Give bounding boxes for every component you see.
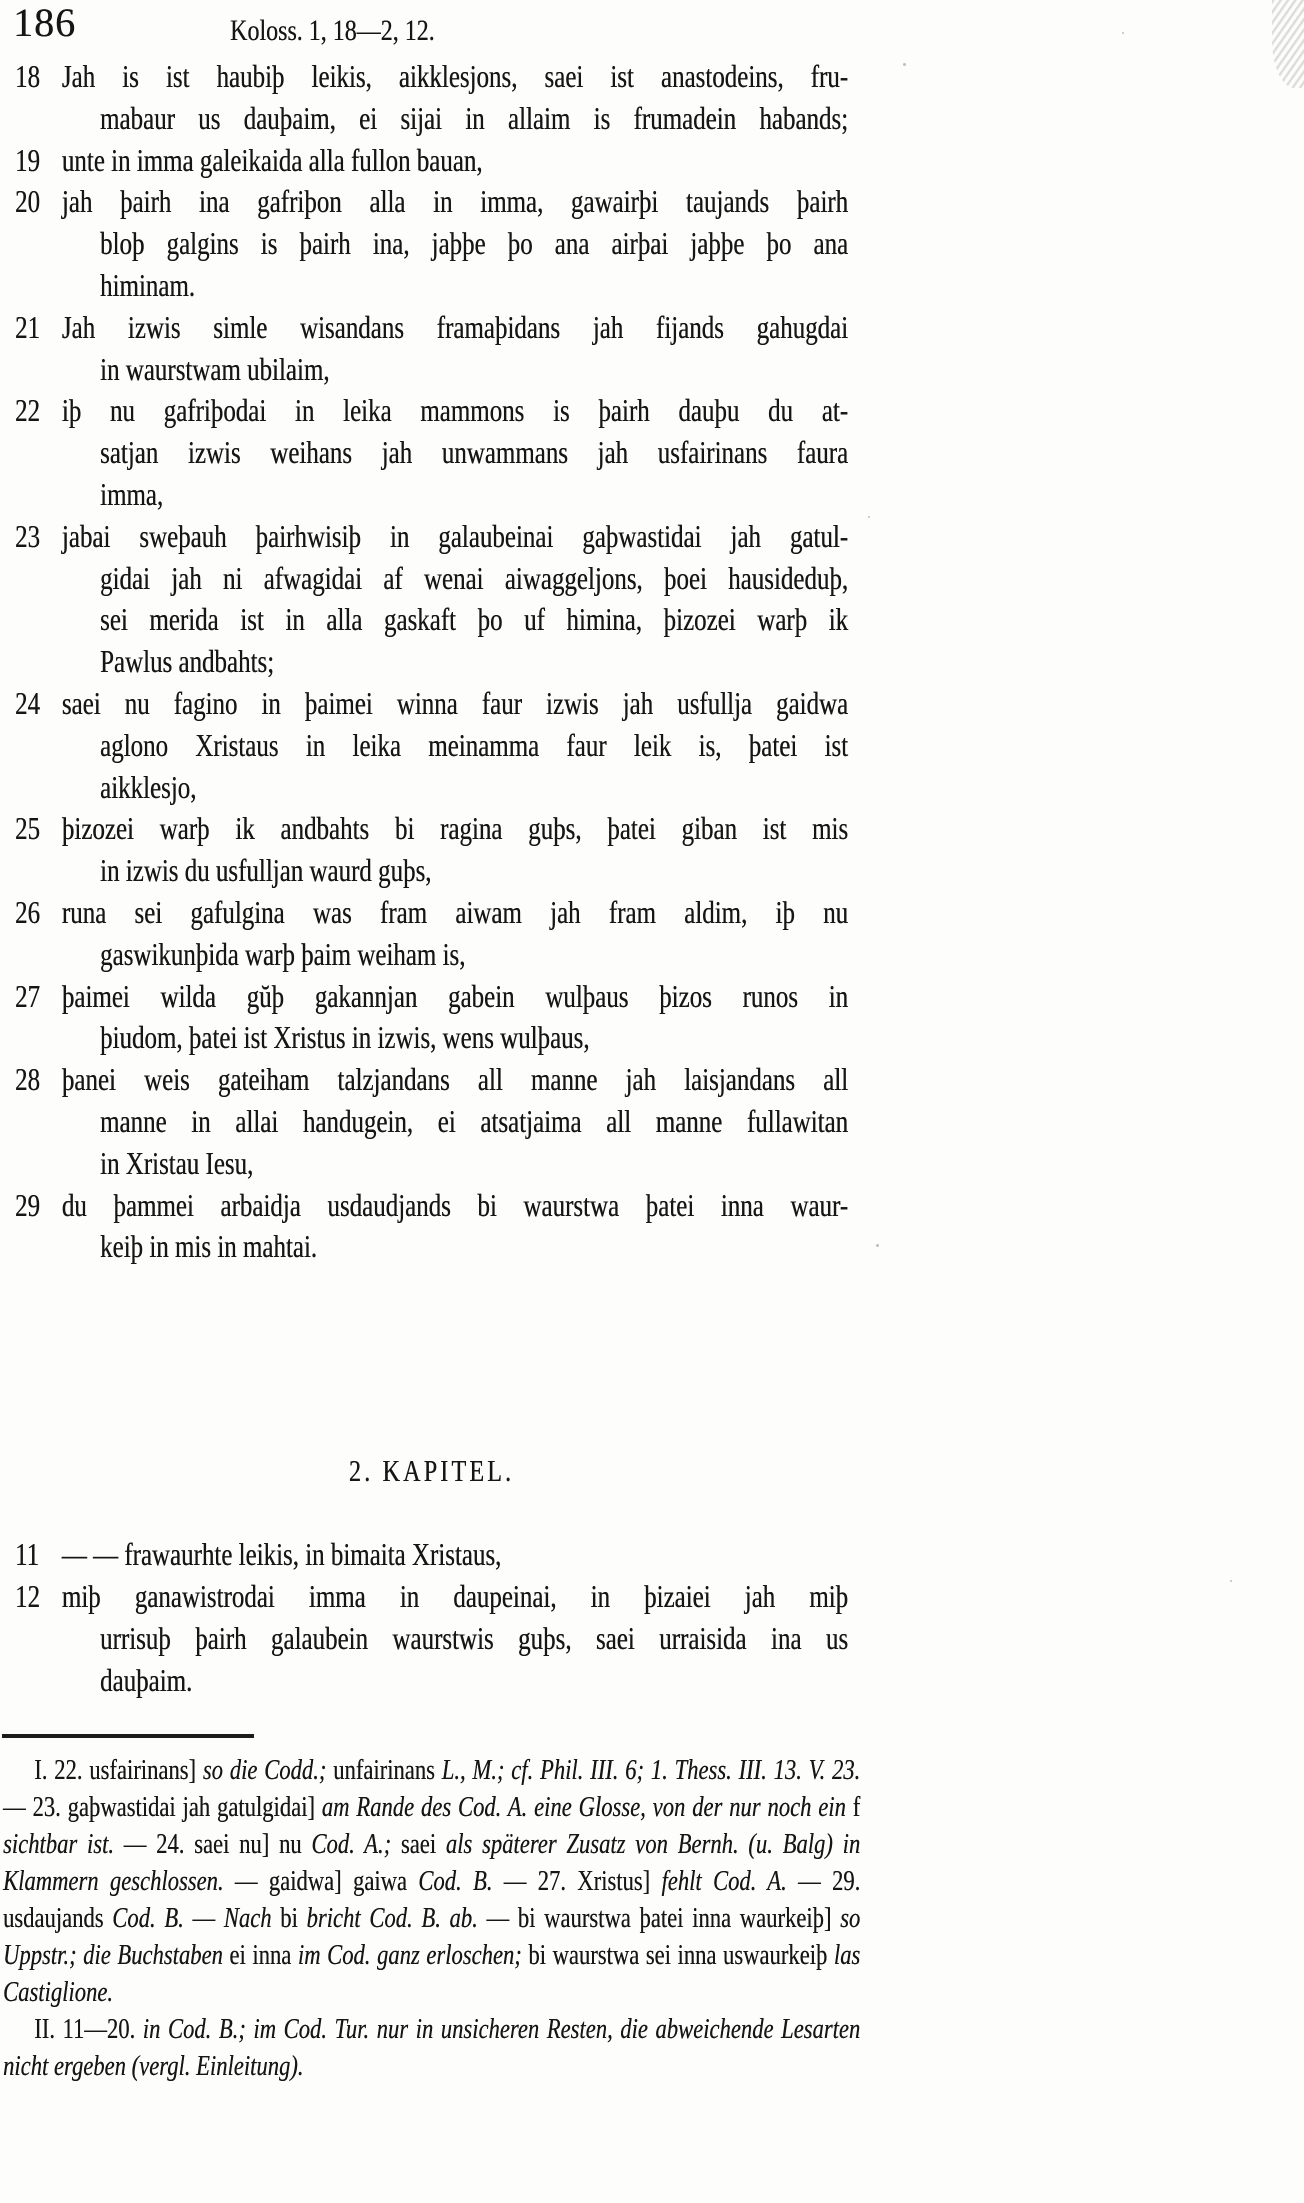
verse-number: 25 (15, 810, 40, 847)
verse-line: þaimei wilda gŭþ gakannjan gabein wulþaus þizos runos in (61, 977, 849, 1014)
verse-line: mabaur us dauþaim, ei sijai in allaim is frumadein habands; (100, 99, 849, 136)
verse-line: þizozei warþ ik andbahts bi ragina guþs, þatei giban ist mis (61, 810, 849, 847)
ch1-verse-21 (15, 307, 848, 391)
verse-line: sei merida ist in alla gaskaft þo uf himina, þizozei warþ ik (100, 601, 849, 638)
verse-line: du þammei arbaidja usdaudjands bi waurstwa þatei inna waur- (61, 1186, 849, 1223)
verse-number: 11 (15, 1536, 40, 1573)
ch1-verse-26 (15, 892, 848, 976)
verse-line: aglono Xristaus in leika meinamma faur leik is, þatei ist (100, 726, 849, 763)
apparatus-comment: L., M.; cf. Phil. III. 6; 1. Thess. III. 13. V. 23. (441, 1754, 861, 1786)
verse-line: himinam. (100, 266, 195, 303)
footnote-separator-rule (2, 1734, 254, 1738)
apparatus-lemma: f (852, 1791, 861, 1823)
verse-number: 29 (15, 1186, 40, 1223)
verse-line: Jah is ist haubiþ leikis, aikklesjons, saei ist anastodeins, fru- (61, 58, 849, 94)
verse-line: gaswikunþida warþ þaim weiham is, (100, 935, 466, 972)
apparatus-lemma: — 23. gaþwastidai jah gatulgidai] (3, 1791, 322, 1823)
scan-speck (1230, 1580, 1232, 1582)
footnote-paragraph-2 (3, 2011, 860, 2085)
verse-line: bloþ galgins is þairh ina, jaþþe þo ana airþai jaþþe þo ana (100, 225, 849, 262)
apparatus-lemma: — 27. Xristus] (492, 1865, 662, 1897)
verse-line: iþ nu gafriþodai in leika mammons is þairh dauþu du at- (61, 392, 849, 429)
apparatus-comment: in Cod. B.; im Cod. Tur. nur in unsicheren Resten, die abweichende Lesarten nicht ergeben (vergl. Einleitung). (3, 2013, 861, 2082)
apparatus-comment: Cod. A.; (311, 1828, 392, 1860)
apparatus-lemma: bi (280, 1902, 307, 1934)
verse-number: 26 (15, 893, 40, 930)
verse-line: gidai jah ni afwagidai af wenai aiwaggeljons, þoei hausideduþ, (100, 559, 849, 596)
scan-speck (903, 63, 906, 66)
verse-line: Pawlus andbahts; (100, 643, 275, 680)
verse-line: dauþaim. (100, 1661, 193, 1698)
apparatus-lemma: unfairinans (326, 1754, 442, 1786)
apparatus-lemma: ei inna (229, 1939, 298, 1971)
verse-line: þanei weis gateiham talzjandans all manne jah laisjandans all (61, 1061, 849, 1098)
apparatus-lemma: — 29. usdaujands (3, 1865, 861, 1934)
apparatus-comment: Nach (223, 1902, 281, 1934)
verse-line: jah þairh ina gafriþon alla in imma, gawairþi taujands þairh (61, 183, 849, 220)
critical-apparatus (3, 1752, 860, 2085)
apparatus-comment: als späterer Zusatz von Bernh. (u. Balg) in Klammern geschlossen. (3, 1828, 861, 1897)
ch1-verse-23 (15, 516, 848, 683)
apparatus-comment: fehlt Cod. A. (661, 1865, 787, 1897)
ch1-verse-29 (15, 1185, 848, 1269)
apparatus-lemma: — bi waurstwa þatei inna waurkeiþ] (477, 1902, 841, 1934)
apparatus-lemma: I. 22. usfairinans] (34, 1754, 203, 1786)
scan-speck (868, 516, 870, 518)
verse-line: imma, (100, 475, 164, 512)
chapter2-heading: 2. KAPITEL. (348, 1453, 515, 1489)
apparatus-comment: so die Codd.; (202, 1754, 327, 1786)
scan-speck (876, 1244, 879, 1247)
ch1-verse-28 (15, 1059, 848, 1184)
page-number: 186 (13, 0, 76, 45)
apparatus-comment: bricht Cod. B. ab. (306, 1902, 478, 1934)
verse-number: 22 (15, 392, 40, 429)
apparatus-comment: so Uppstr.; die Buchstaben (3, 1902, 861, 1971)
verse-line: jabai sweþauh þairhwisiþ in galaubeinai gaþwastidai jah gatul- (61, 517, 849, 554)
verse-number: 24 (15, 684, 40, 721)
verse-line: aikklesjo, (100, 768, 197, 805)
verse-line: satjan izwis weihans jah unwammans jah usfairinans faura (100, 434, 849, 471)
verse-line: saei nu fagino in þaimei winna faur izwis jah usfullja gaidwa (61, 684, 849, 721)
ch1-verse-25 (15, 808, 848, 892)
ch2-verse-11 (15, 1534, 848, 1576)
ch1-verse-18 (15, 56, 848, 140)
apparatus-lemma: — 24. saei nu] nu (113, 1828, 312, 1860)
apparatus-comment: im Cod. ganz erloschen; (297, 1939, 522, 1971)
apparatus-lemma: bi waurstwa sei inna uswaurkeiþ (521, 1939, 834, 1971)
apparatus-comment: Cod. B. (112, 1902, 184, 1934)
apparatus-comment: sichtbar ist. (3, 1828, 114, 1860)
footnote-paragraph-1 (3, 1752, 860, 2011)
ch1-verse-27 (15, 976, 848, 1060)
verse-line: in izwis du usfulljan waurd guþs, (100, 852, 432, 889)
verse-number: 21 (15, 308, 40, 345)
ch1-verse-19 (15, 140, 848, 182)
apparatus-lemma: II. 11—20. (34, 2013, 143, 2045)
verse-line: unte in imma galeikaida alla fullon bauan, (61, 141, 483, 178)
verse-number: 27 (15, 977, 40, 1014)
ch2-verse-12 (15, 1576, 848, 1701)
verse-number: 18 (15, 58, 40, 94)
verse-line: runa sei gafulgina was fram aiwam jah fram aldim, iþ nu (61, 893, 849, 930)
verse-line: in waurstwam ubilaim, (100, 350, 330, 387)
apparatus-comment: Cod. B. (418, 1865, 493, 1897)
verse-number: 28 (15, 1061, 40, 1098)
ch1-verse-22 (15, 390, 848, 515)
verse-line: urrisuþ þairh galaubein waurstwis guþs, saei urraisida ina us (100, 1619, 849, 1656)
verse-number: 19 (15, 141, 40, 178)
verse-line: miþ ganawistrodai imma in daupeinai, in þizaiei jah miþ (61, 1577, 849, 1614)
chapter1-verses (15, 56, 848, 1268)
verse-line: þiudom, þatei ist Xristus in izwis, wens wulþaus, (100, 1019, 590, 1056)
verse-line: Jah izwis simle wisandans framaþidans jah fijands gahugdai (61, 308, 849, 345)
scan-artifact-corner (1272, 0, 1304, 88)
apparatus-comment: las Castiglione. (3, 1939, 861, 2008)
verse-line: — — frawaurhte leikis, in bimaita Xristaus, (61, 1536, 502, 1573)
apparatus-lemma: — gaidwa] gaiwa (223, 1865, 419, 1897)
running-title: Koloss. 1, 18—2, 12. (230, 14, 435, 47)
apparatus-lemma: — (183, 1902, 224, 1934)
scan-speck (1122, 32, 1124, 34)
verse-text-column (15, 56, 848, 1701)
verse-number: 12 (15, 1577, 40, 1614)
verse-line: manne in allai handugein, ei atsatjaima all manne fullawitan (100, 1102, 849, 1139)
apparatus-comment: am Rande des Cod. A. eine Glosse, von der nur noch ein (321, 1791, 853, 1823)
ch1-verse-24 (15, 683, 848, 808)
verse-line: keiþ in mis in mahtai. (100, 1228, 318, 1265)
verse-number: 20 (15, 183, 40, 220)
chapter2-verses (15, 1534, 848, 1701)
apparatus-lemma: saei (391, 1828, 446, 1860)
ch1-verse-20 (15, 181, 848, 306)
verse-line: in Xristau Iesu, (100, 1144, 254, 1181)
verse-number: 23 (15, 517, 40, 554)
